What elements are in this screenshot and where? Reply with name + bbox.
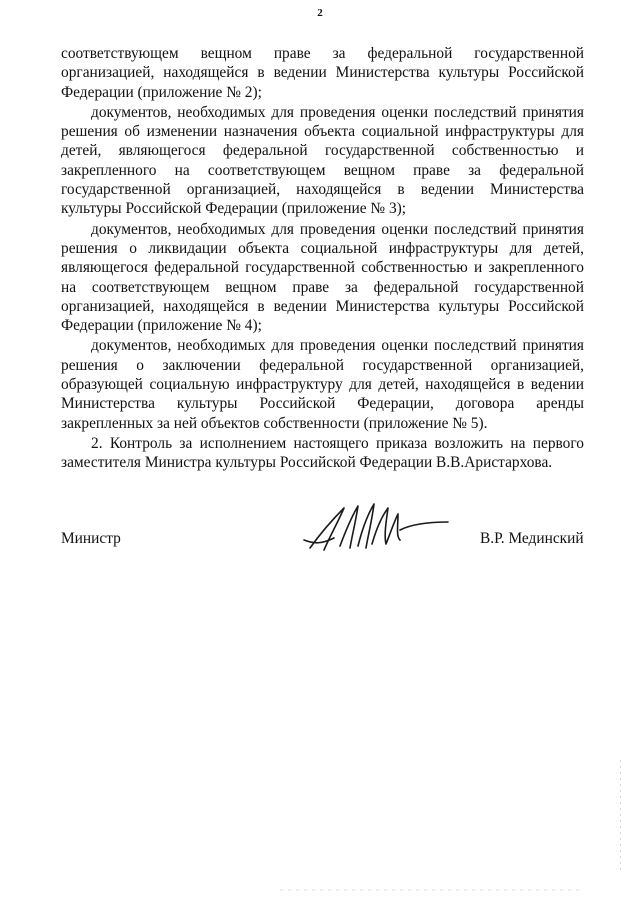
scan-artifact <box>280 889 580 891</box>
paragraph-appendix-4: документов, необходимых для проведения оценки последствий принятия решения о ликвидации объекта социальной инфраструктуры для детей, являющегося федеральной государственной собственностью и закрепленного на соответствующем вещном праве за федеральной государственной организацией, находящейся в ведении Министерства культуры Российской Федерации (приложение № 4); <box>61 220 584 335</box>
signature-icon <box>300 500 450 558</box>
page-number: 2 <box>317 7 323 19</box>
paragraph-appendix-5: документов, необходимых для проведения оценки последствий принятия решения о заключении федеральной государственной организацией, образующей социальную инфраструктуру для детей, находящейся в ведении Министерства культуры Российской Федерации, договора аренды закрепленных за ней объектов собственности (приложение № 5). <box>61 337 584 432</box>
paragraph-control: 2. Контроль за исполнением настоящего приказа возложить на первого заместителя Министра культуры Российской Федерации В.В.Аристархова. <box>61 434 584 472</box>
scan-artifact <box>620 760 621 870</box>
paragraph-continuation: соответствующем вещном праве за федеральной государственной организацией, находящейся в ведении Министерства культуры Российской Федерации (приложение № 2); <box>61 45 584 101</box>
paragraph-appendix-3: документов, необходимых для проведения оценки последствий принятия решения об изменении назначения объекта социальной инфраструктуры для детей, являющегося федеральной государственной собственностью и закрепленного на соответствующем вещном праве за федеральной государственной организацией, находящейся в ведении Министерства культуры Российской Федерации (приложение № 3); <box>61 103 584 218</box>
signatory-name: В.Р. Мединский <box>480 530 584 547</box>
signatory-title: Министр <box>61 530 121 547</box>
document-body <box>61 44 584 473</box>
